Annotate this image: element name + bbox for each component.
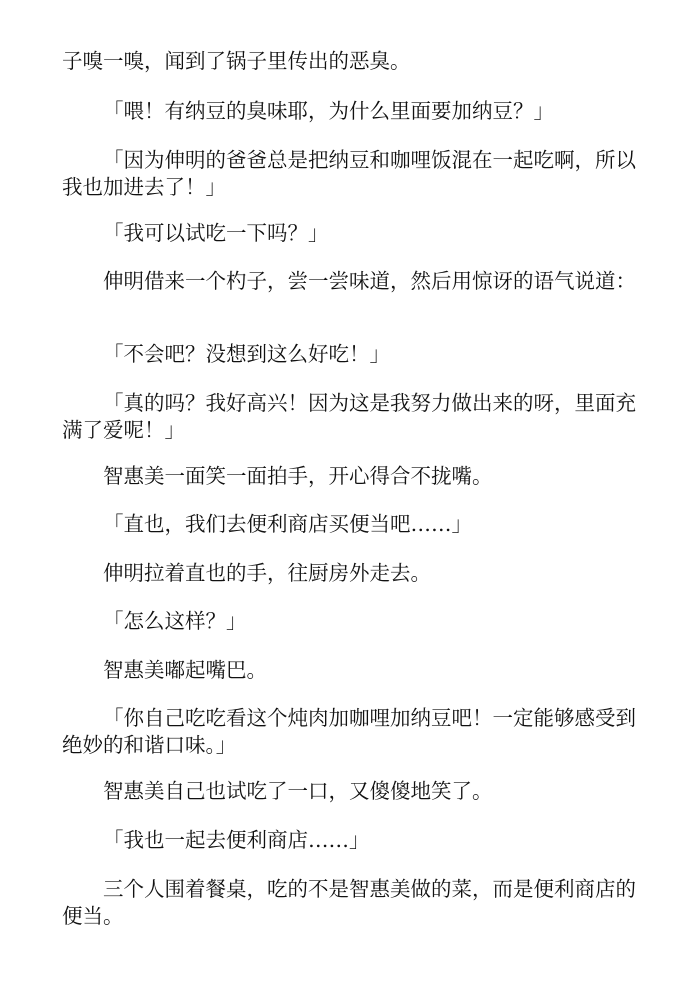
paragraph: 「你自己吃吃看这个炖肉加咖哩加纳豆吧！一定能够感受到绝妙的和谐口味。」: [62, 706, 636, 757]
paragraph: 子嗅一嗅，闻到了锅子里传出的恶臭。: [62, 49, 411, 73]
paragraph: 「不会吧？没想到这么好吃！」: [103, 342, 390, 366]
paragraph: 「因为伸明的爸爸总是把纳豆和咖哩饭混在一起吃啊，所以我也加进去了！」: [62, 148, 636, 199]
paragraph: 伸明借来一个杓子，尝一尝味道，然后用惊讶的语气说道：: [103, 269, 636, 293]
paragraph: 「怎么这样？」: [103, 609, 247, 633]
paragraph: 「真的吗？我好高兴！因为这是我努力做出来的呀，里面充满了爱呢！」: [62, 391, 636, 442]
paragraph: 伸明拉着直也的手，往厨房外走去。: [103, 561, 431, 585]
paragraph: 「直也，我们去便利商店买便当吧……」: [103, 512, 472, 536]
paragraph: 智惠美一面笑一面拍手，开心得合不拢嘴。: [103, 464, 493, 488]
paragraph: 「我也一起去便利商店……」: [103, 828, 370, 852]
paragraph: 三个人围着餐桌，吃的不是智惠美做的菜，而是便利商店的便当。: [62, 877, 636, 928]
paragraph: 「我可以试吃一下吗？」: [103, 221, 329, 245]
paragraph: 智惠美自己也试吃了一口，又傻傻地笑了。: [103, 779, 493, 803]
paragraph: 「喂！有纳豆的臭味耶，为什么里面要加纳豆？」: [103, 99, 554, 123]
paragraph: 智惠美嘟起嘴巴。: [103, 658, 267, 682]
